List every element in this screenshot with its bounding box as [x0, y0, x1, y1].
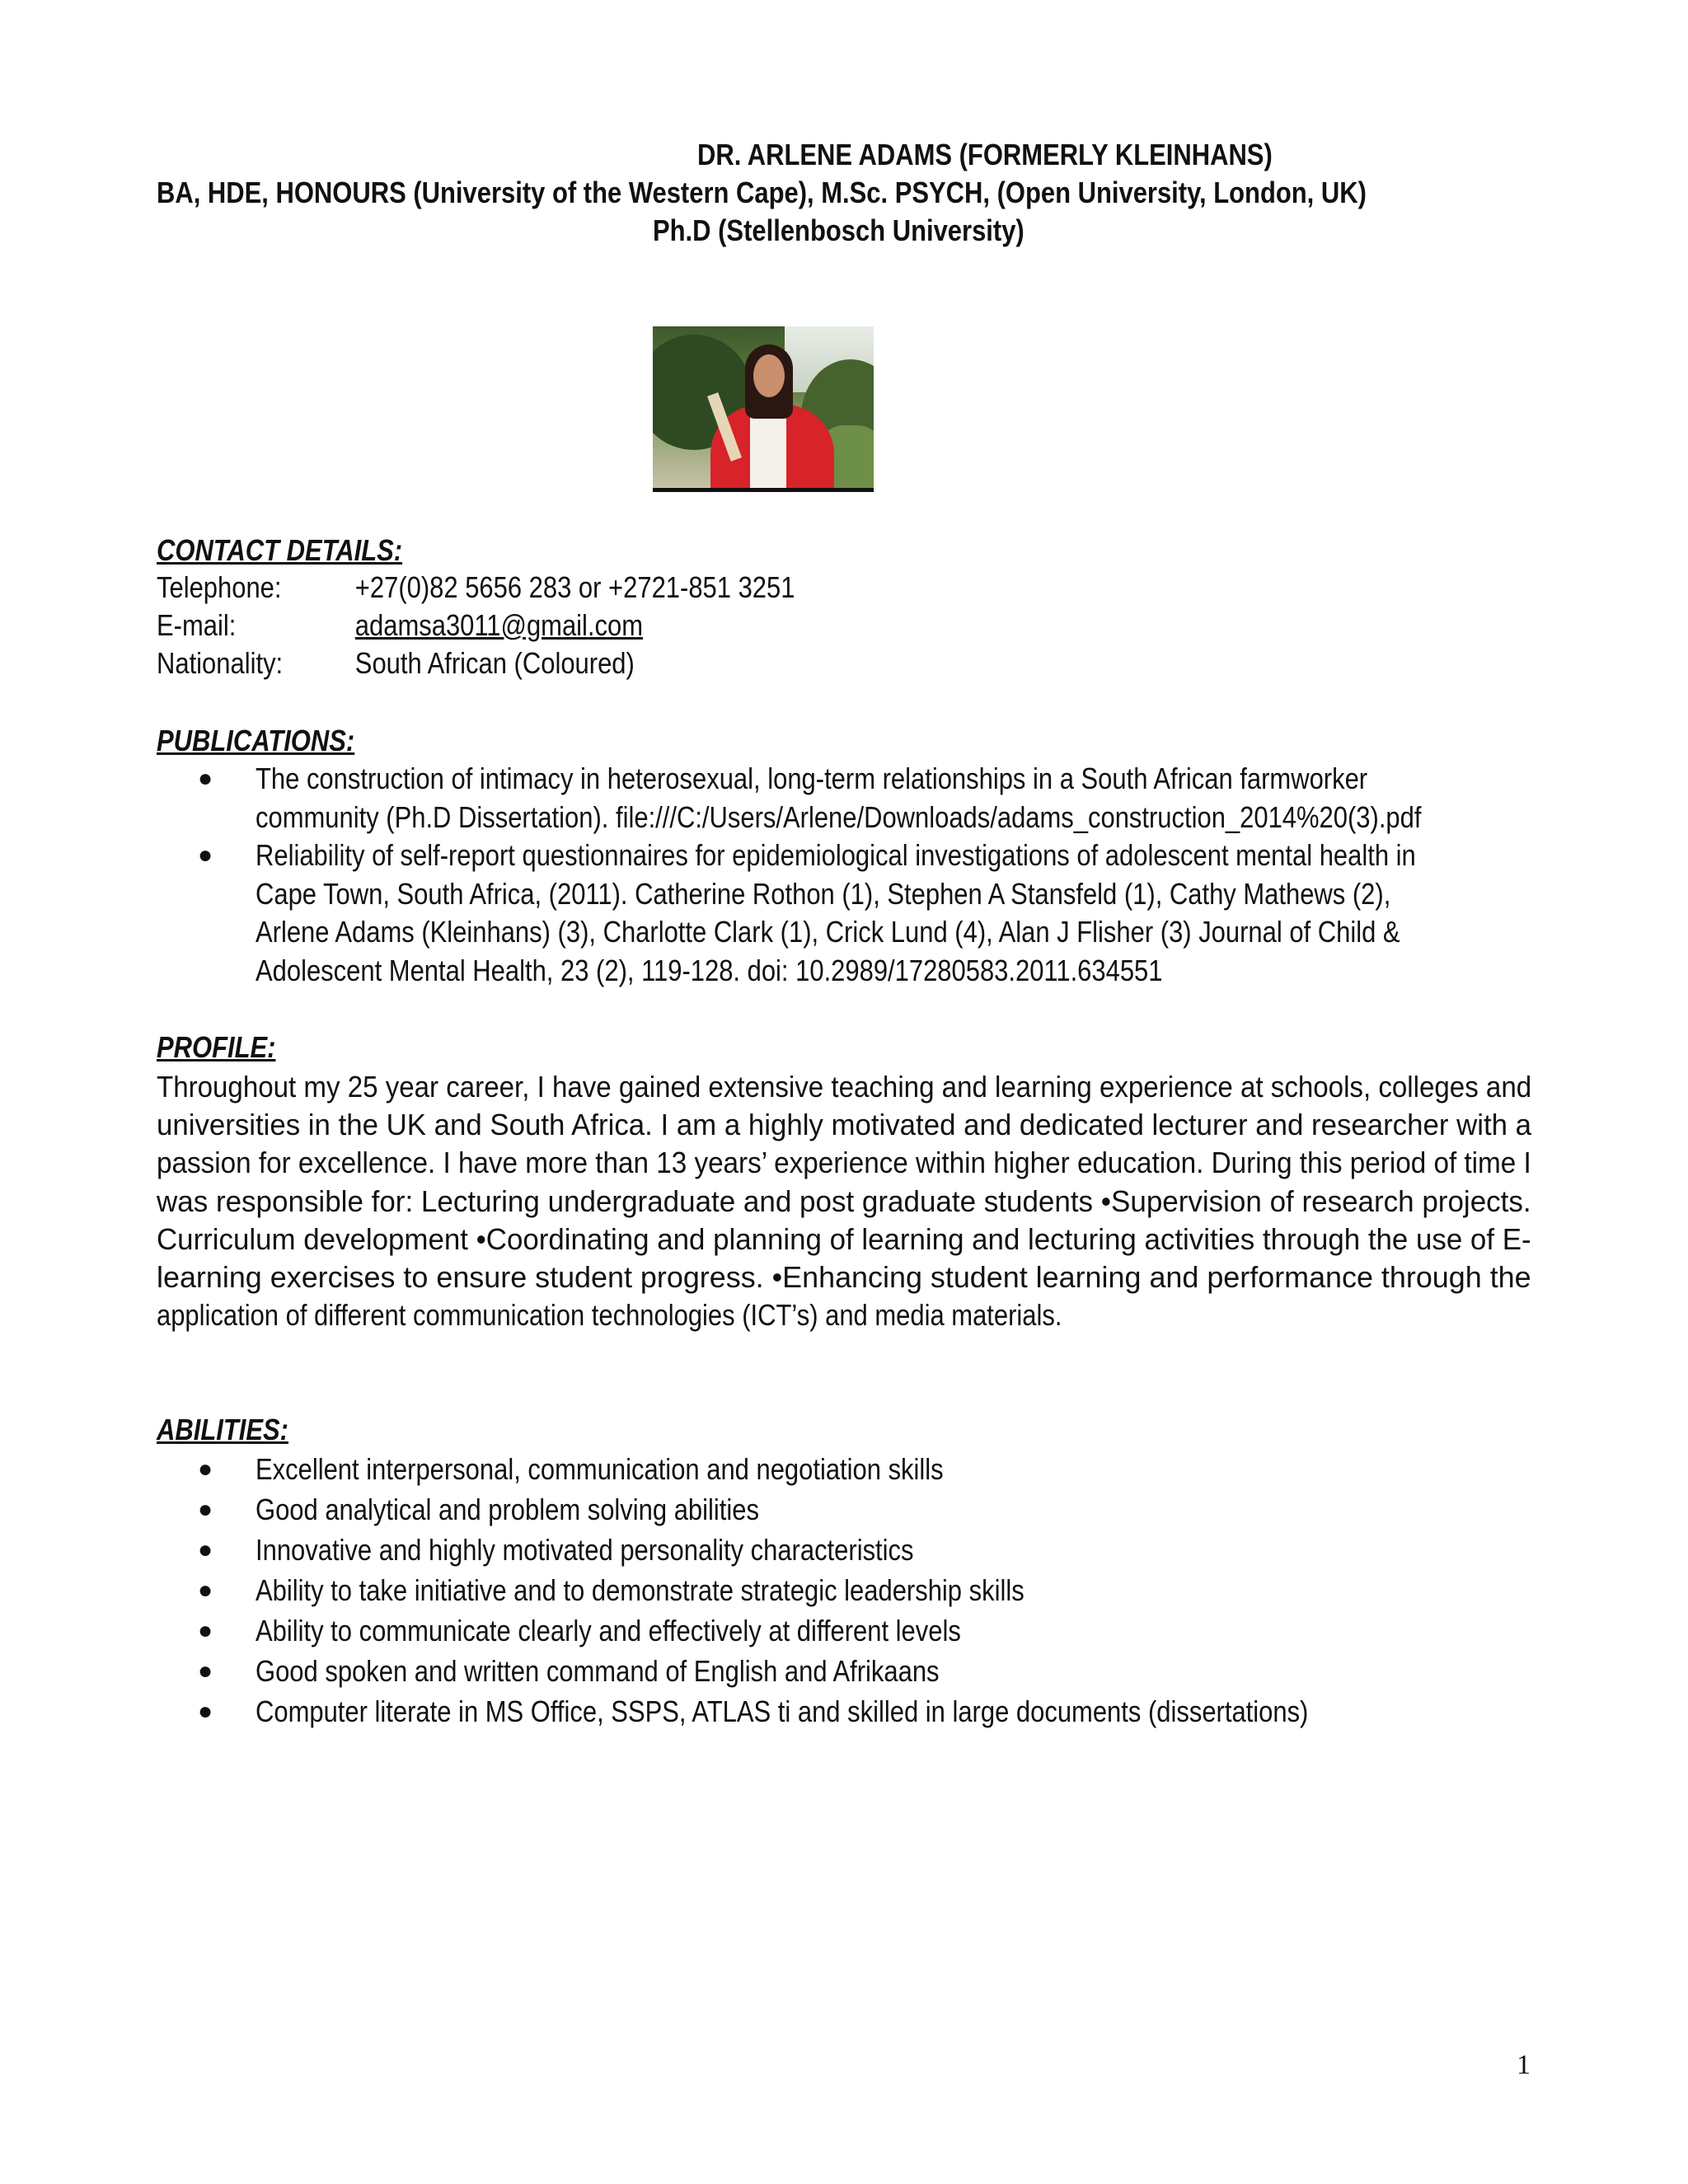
bullet-icon: ●: [198, 1496, 213, 1523]
bullet-icon: ●: [198, 1536, 213, 1563]
nationality-label: Nationality:: [157, 646, 284, 680]
ability-text: Good spoken and written command of English and Afrikaans: [256, 1654, 940, 1688]
profile-paragraph: [157, 1068, 1531, 1334]
bullet-icon: ●: [198, 1657, 213, 1685]
ability-text: Excellent interpersonal, communication and negotiation skills: [256, 1452, 944, 1486]
profile-line: Throughout my 25 year career, I have gained extensive teaching and learning experience at schools, colleges and: [157, 1070, 1532, 1104]
publication-line: Cape Town, South Africa, (2011). Catherine Rothon (1), Stephen A Stansfeld (1), Cathy Mathews (2),: [256, 876, 1391, 911]
profile-line: passion for excellence. I have more than 13 years’ experience within higher education. During this period of time I: [157, 1146, 1531, 1180]
ability-text: Computer literate in MS Office, SSPS, ATLAS ti and skilled in large documents (dissertations): [256, 1694, 1309, 1728]
profile-line: Curriculum development •Coordinating and planning of learning and lecturing activities through the use of E-: [157, 1221, 1531, 1256]
bullet-icon: ●: [198, 765, 213, 792]
contact-row-telephone: [157, 569, 795, 607]
name-heading: DR. ARLENE ADAMS (FORMERLY KLEINHANS): [697, 138, 1273, 171]
profile-line: application of different communication technologies (ICT’s) and media materials.: [157, 1298, 1062, 1333]
photo-underline: [653, 488, 874, 492]
ability-text: Innovative and highly motivated personality characteristics: [256, 1533, 914, 1567]
bullet-icon: ●: [198, 1698, 213, 1725]
email-link[interactable]: adamsa3011@gmail.com: [354, 608, 644, 642]
ability-text: Ability to communicate clearly and effectively at different levels: [256, 1614, 961, 1647]
ability-text: Good analytical and problem solving abilities: [256, 1493, 759, 1526]
ability-text: Ability to take initiative and to demonstrate strategic leadership skills: [256, 1573, 1025, 1607]
profile-line: learning exercises to ensure student progress. •Enhancing student learning and performance through the: [157, 1260, 1531, 1295]
bullet-icon: ●: [198, 841, 213, 869]
telephone-value: +27(0)82 5656 283 or +2721-851 3251: [354, 570, 795, 604]
publications-section-title: PUBLICATIONS:: [157, 724, 355, 757]
bullet-icon: ●: [198, 1455, 213, 1483]
nationality-value: South African (Coloured): [354, 646, 635, 680]
page-number: 1: [1517, 2050, 1531, 2080]
profile-section-title: PROFILE:: [157, 1030, 276, 1064]
telephone-label: Telephone:: [157, 570, 282, 604]
profile-line: was responsible for: Lecturing undergraduate and post graduate students •Supervision of research projects.: [157, 1183, 1531, 1218]
email-label: E-mail:: [157, 608, 237, 642]
bullet-icon: ●: [198, 1577, 213, 1604]
abilities-section-title: ABILITIES:: [157, 1413, 288, 1446]
phd-heading: Ph.D (Stellenbosch University): [653, 213, 1025, 247]
contact-row-email: [157, 607, 643, 644]
publication-line: The construction of intimacy in heterosexual, long-term relationships in a South African farmworker: [256, 762, 1368, 795]
bullet-icon: ●: [198, 1617, 213, 1644]
contact-row-nationality: [157, 644, 635, 682]
publication-line: Arlene Adams (Kleinhans) (3), Charlotte Clark (1), Crick Lund (4), Alan J Flisher (3) Journal of Child &: [256, 915, 1400, 949]
degrees-heading: BA, HDE, HONOURS (University of the Western Cape), M.Sc. PSYCH, (Open University, London, UK): [157, 176, 1367, 209]
publication-line: community (Ph.D Dissertation). file:///C:/Users/Arlene/Downloads/adams_construction_2014%20(3).pdf: [256, 799, 1422, 834]
profile-photo: [653, 326, 874, 488]
profile-line: universities in the UK and South Africa. I am a highly motivated and dedicated lecturer and researcher with a: [157, 1108, 1532, 1142]
publication-line: Reliability of self-report questionnaires for epidemiological investigations of adolescent mental health in: [256, 838, 1416, 872]
publication-line: Adolescent Mental Health, 23 (2), 119-128. doi: 10.2989/17280583.2011.634551: [256, 953, 1163, 987]
contact-section-title: CONTACT DETAILS:: [157, 533, 403, 567]
